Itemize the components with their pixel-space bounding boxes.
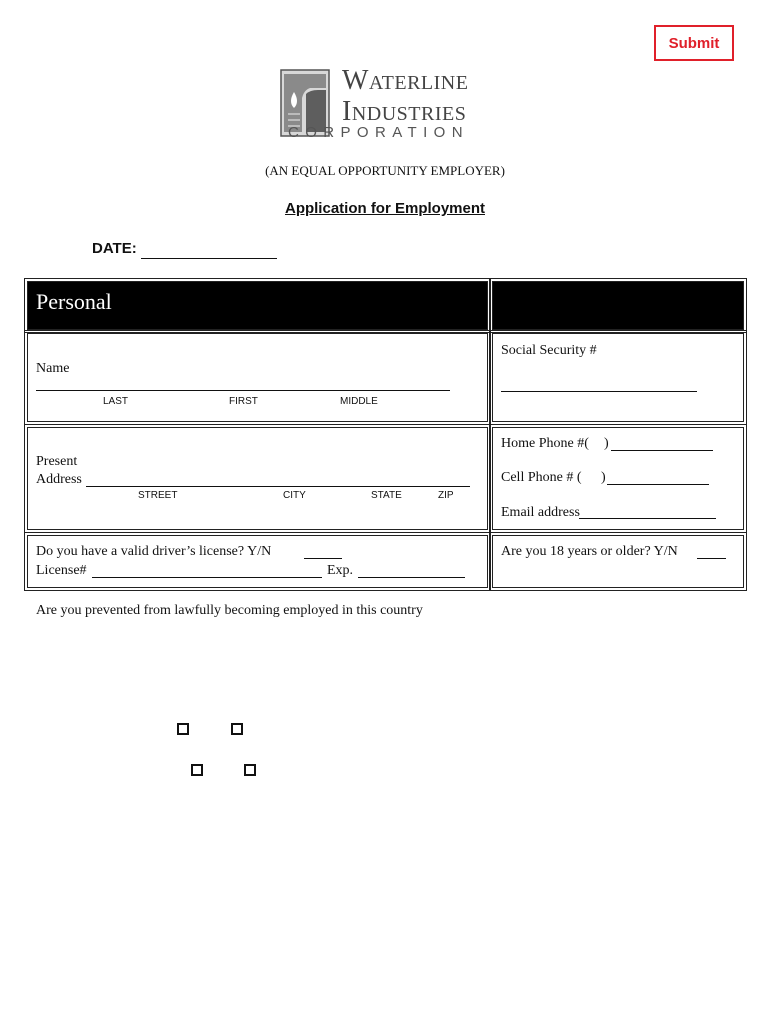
name-middle-label: MIDDLE [340,396,378,407]
email-label: Email address [501,505,580,520]
home-phone-paren: ) [604,436,609,451]
logo-text-waterline: Waterline [342,65,469,96]
email-field[interactable] [579,518,716,519]
license-question: Do you have a valid driver’s license? Y/N [36,544,272,559]
address-field[interactable] [86,486,470,487]
equal-opportunity-text: (AN EQUAL OPPORTUNITY EMPLOYER) [265,163,505,178]
age-cell [492,535,744,588]
name-field[interactable] [36,390,450,391]
address-city-label: CITY [283,490,306,501]
checkbox-2[interactable] [231,723,243,735]
address-street-label: STREET [138,490,178,501]
home-phone-label: Home Phone #( [501,436,589,451]
checkbox-4[interactable] [244,764,256,776]
name-label: Name [36,361,70,376]
address-state-label: STATE [371,490,402,501]
address-cell [27,427,488,530]
license-exp-field[interactable] [358,577,465,578]
section-header-right [492,281,744,330]
address-label-line2: Address [36,472,82,487]
license-cell [27,535,488,588]
date-label: DATE: [92,240,137,257]
license-yn-field[interactable] [304,558,342,559]
cell-phone-field[interactable] [607,484,709,485]
license-number-label: License# [36,563,87,578]
logo-text-corporation: CORPORATION [288,124,469,141]
checkbox-3[interactable] [191,764,203,776]
name-last-label: LAST [103,396,129,407]
submit-button[interactable]: Submit [654,25,734,61]
address-zip-label: ZIP [438,490,454,501]
page-title: Application for Employment [284,200,485,217]
date-field[interactable] [141,258,277,259]
address-label-line1: Present [36,454,78,469]
section-title: Personal [36,289,112,314]
cell-phone-paren: ) [601,470,606,485]
license-number-field[interactable] [92,577,322,578]
age-question: Are you 18 years or older? Y/N [501,544,678,559]
age-yn-field[interactable] [697,558,726,559]
employment-eligibility-question: Are you prevented from lawfully becoming employed in this country [36,603,423,618]
home-phone-field[interactable] [611,450,713,451]
license-exp-label: Exp. [327,563,354,578]
logo-text-industries: Industries [342,96,467,127]
name-cell [27,333,488,422]
checkbox-1[interactable] [177,723,189,735]
ssn-field[interactable] [501,391,697,392]
cell-phone-label: Cell Phone # ( [501,470,582,485]
ssn-label: Social Security # [501,343,597,358]
name-first-label: FIRST [229,396,258,407]
